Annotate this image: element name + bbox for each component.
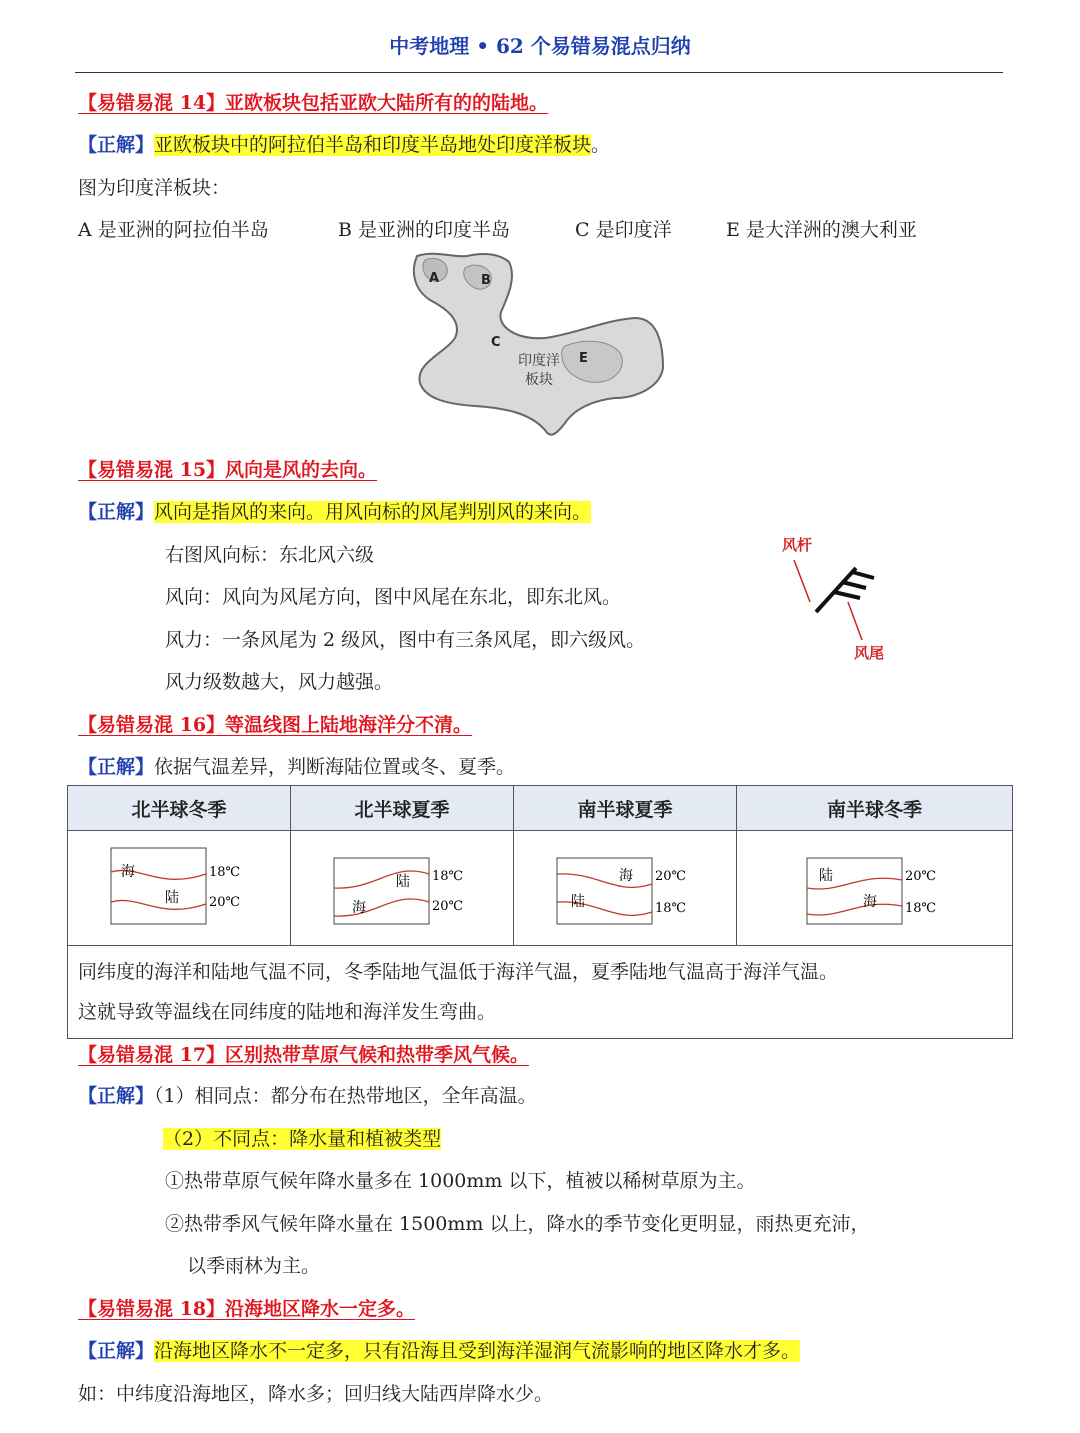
- item-18-answer-line: [78, 1336, 800, 1363]
- wind-line-2: 风向：风向为风尾方向，图中风尾在东北，即东北风。: [165, 586, 622, 608]
- answer-text: 沿海地区降水不一定多，只有沿海且受到海洋湿润气流影响的地区降水才多。: [154, 1340, 801, 1362]
- map-label-b: B: [481, 273, 491, 288]
- svg-text:18℃: 18℃: [209, 864, 241, 880]
- answer-text: （1）相同点：都分布在热带地区，全年高温。: [154, 1085, 537, 1107]
- wind-vane-figure: [770, 530, 900, 665]
- item-16-title: 【易错易混 16】等温线图上陆地海洋分不清。: [78, 714, 473, 736]
- map-legend-a: A 是亚洲的阿拉伯半岛: [78, 219, 269, 241]
- svg-text:海: 海: [121, 863, 135, 880]
- table-note-line-1: 同纬度的海洋和陆地气温不同，冬季陆地气温低于海洋气温，夏季陆地气温高于海洋气温。: [78, 961, 839, 983]
- item-17-line-1: ①热带草原气候年降水量多在 1000mm 以下，植被以稀树草原为主。: [165, 1170, 756, 1192]
- answer-tag: 【正解】: [78, 501, 155, 523]
- isotherm-diagram-nh-summer: [322, 844, 482, 929]
- item-14-answer-line: [78, 130, 610, 157]
- item-17-line-2: ②热带季风气候年降水量在 1500mm 以上，降水的季节变化更明显，雨热更充沛，: [165, 1213, 870, 1235]
- item-17-answer-line: [78, 1081, 537, 1108]
- wind-tail-label: 风尾: [854, 644, 885, 662]
- svg-text:18℃: 18℃: [904, 900, 936, 916]
- svg-text:海: 海: [352, 899, 366, 916]
- wind-line-4: 风力级数越大，风力越强。: [165, 671, 394, 693]
- isotherm-diagram-nh-winter: [99, 844, 259, 929]
- svg-text:海: 海: [862, 893, 877, 910]
- item-17-line-3: 以季雨林为主。: [187, 1255, 321, 1277]
- isotherm-diagram-sh-winter: [795, 844, 955, 929]
- map-label-c: C: [491, 335, 501, 350]
- isotherm-table: [67, 785, 1013, 1039]
- col-header-sh-summer: 南半球夏季: [514, 786, 737, 831]
- table-note: [68, 946, 1013, 1039]
- map-label-a: A: [429, 271, 440, 286]
- answer-tag: 【正解】: [78, 134, 155, 156]
- answer-text: 风向是指风的来向。用风向标的风尾判别风的来向。: [154, 501, 592, 523]
- header-divider: [75, 72, 1003, 73]
- item-17-highlight-line: [163, 1124, 441, 1151]
- item-15-answer-line: [78, 497, 591, 524]
- diagram-cell: [291, 831, 514, 946]
- svg-text:20℃: 20℃: [432, 898, 464, 914]
- svg-text:陆: 陆: [571, 893, 585, 910]
- diagram-cell: [68, 831, 291, 946]
- col-header-sh-winter: 南半球冬季: [737, 786, 1013, 831]
- item-14-title: 【易错易混 14】亚欧板块包括亚欧大陆所有的的陆地。: [78, 92, 549, 114]
- answer-text: 依据气温差异，判断海陆位置或冬、夏季。: [154, 756, 516, 778]
- table-header-row: [68, 786, 1013, 831]
- table-note-row: [68, 946, 1013, 1039]
- map-caption: 图为印度洋板块：: [78, 177, 231, 199]
- map-label-e: E: [579, 351, 588, 366]
- svg-text:陆: 陆: [165, 889, 179, 906]
- map-legend-e: E 是大洋洲的澳大利亚: [726, 219, 917, 241]
- svg-text:海: 海: [619, 867, 633, 884]
- svg-text:20℃: 20℃: [209, 894, 241, 910]
- item-18-title: 【易错易混 18】沿海地区降水一定多。: [78, 1298, 416, 1320]
- svg-text:20℃: 20℃: [655, 868, 687, 884]
- answer-tail: 。: [591, 134, 611, 156]
- map-legend-c: C 是印度洋: [575, 219, 672, 241]
- svg-text:陆: 陆: [396, 873, 410, 890]
- plate-name-2: 板块: [525, 372, 553, 388]
- indian-ocean-plate-map: [405, 248, 675, 443]
- diagram-cell: [514, 831, 737, 946]
- wind-pole-label: 风杆: [782, 536, 813, 554]
- plate-name-1: 印度洋: [518, 353, 560, 369]
- svg-text:陆: 陆: [818, 867, 833, 884]
- isotherm-diagram-sh-summer: [545, 844, 705, 929]
- answer-tag: 【正解】: [78, 1085, 155, 1107]
- table-diagram-row: [68, 831, 1013, 946]
- diagram-cell: [737, 831, 1013, 946]
- wind-line-1: 右图风向标：东北风六级: [165, 544, 375, 566]
- page-header: 中考地理 • 62 个易错易混点归纳: [389, 34, 691, 58]
- item-18-line-1: 如：中纬度沿海地区，降水多；回归线大陆西岸降水少。: [78, 1383, 554, 1405]
- col-header-nh-summer: 北半球夏季: [291, 786, 514, 831]
- svg-text:18℃: 18℃: [655, 900, 687, 916]
- item-15-title: 【易错易混 15】风向是风的去向。: [78, 459, 378, 481]
- highlight-text: （2）不同点：降水量和植被类型: [163, 1128, 442, 1150]
- item-16-answer-line: [78, 752, 515, 779]
- map-legend-b: B 是亚洲的印度半岛: [338, 219, 511, 241]
- wind-line-3: 风力：一条风尾为 2 级风，图中有三条风尾，即六级风。: [165, 629, 646, 651]
- table-note-line-2: 这就导致等温线在同纬度的陆地和海洋发生弯曲。: [78, 1001, 497, 1023]
- col-header-nh-winter: 北半球冬季: [68, 786, 291, 831]
- answer-tag: 【正解】: [78, 1340, 155, 1362]
- svg-text:20℃: 20℃: [904, 868, 936, 884]
- item-17-title: 【易错易混 17】区别热带草原气候和热带季风气候。: [78, 1044, 530, 1066]
- answer-tag: 【正解】: [78, 756, 155, 778]
- answer-text: 亚欧板块中的阿拉伯半岛和印度半岛地处印度洋板块: [154, 134, 592, 156]
- svg-text:18℃: 18℃: [432, 868, 464, 884]
